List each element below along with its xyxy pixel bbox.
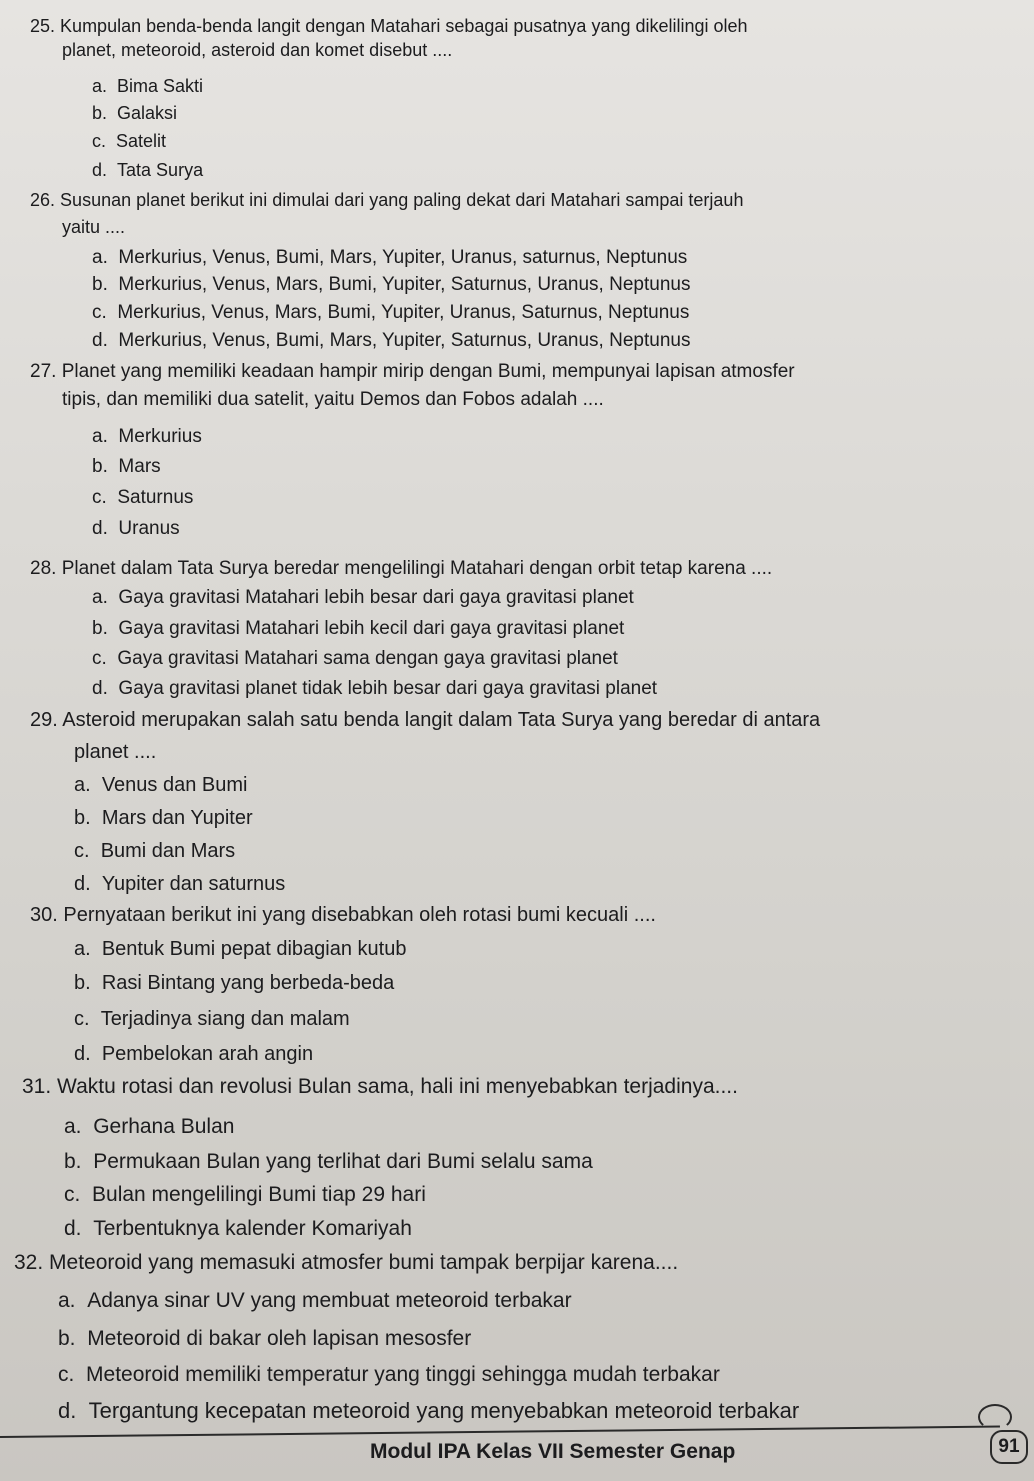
option-text: Bulan mengelilingi Bumi tiap 29 hari xyxy=(92,1183,426,1206)
option-letter: c. xyxy=(92,302,107,323)
option-letter: a. xyxy=(92,587,108,608)
option-27-c[interactable] xyxy=(92,487,193,509)
option-letter: d. xyxy=(92,330,108,351)
question-text: yaitu .... xyxy=(62,217,126,237)
option-32-d[interactable] xyxy=(58,1400,799,1422)
option-letter: c. xyxy=(92,131,107,151)
option-28-c[interactable] xyxy=(92,648,618,670)
option-31-d[interactable] xyxy=(64,1218,412,1240)
question-text: Planet dalam Tata Surya beredar mengelilingi Matahari dengan orbit tetap karena .... xyxy=(61,558,773,579)
question-text: Susunan planet berikut ini dimulai dari yang paling dekat dari Matahari sampai terjauh xyxy=(60,190,744,210)
option-letter: c. xyxy=(92,648,107,669)
option-text: Satelit xyxy=(116,131,167,151)
option-32-c[interactable] xyxy=(58,1364,720,1386)
option-text: Gaya gravitasi Matahari lebih kecil dari gaya gravitasi planet xyxy=(118,618,625,639)
question-27-line-1 xyxy=(30,361,795,383)
question-number: 28. xyxy=(30,558,57,579)
option-text: Saturnus xyxy=(117,487,194,508)
option-text: Bumi dan Mars xyxy=(100,840,236,862)
option-text: Gaya gravitasi Matahari lebih besar dari gaya gravitasi planet xyxy=(118,587,634,608)
option-text: Mars dan Yupiter xyxy=(101,807,253,829)
option-30-a[interactable] xyxy=(74,938,406,960)
option-29-b[interactable] xyxy=(74,807,253,829)
question-text: Meteoroid yang memasuki atmosfer bumi tampak berpijar karena.... xyxy=(49,1251,679,1274)
option-25-c[interactable] xyxy=(92,130,166,152)
question-text: tipis, dan memiliki dua satelit, yaitu Demos dan Fobos adalah .... xyxy=(62,389,604,410)
question-26-line-1 xyxy=(30,189,743,211)
page-number: 91 xyxy=(990,1430,1028,1464)
option-26-c[interactable] xyxy=(92,302,689,324)
option-31-a[interactable] xyxy=(64,1116,234,1138)
footer-divider xyxy=(0,1426,1000,1438)
option-text: Merkurius, Venus, Mars, Bumi, Yupiter, Saturnus, Uranus, Neptunus xyxy=(118,274,691,295)
option-text: Tata Surya xyxy=(117,160,204,180)
footer-title: Modul IPA Kelas VII Semester Genap xyxy=(370,1440,736,1463)
option-letter: c. xyxy=(74,840,90,862)
option-30-d[interactable] xyxy=(74,1043,313,1065)
question-text: Kumpulan benda-benda langit dengan Matahari sebagai pusatnya yang dikelilingi oleh xyxy=(60,16,748,36)
option-letter: c. xyxy=(58,1363,75,1386)
option-letter: a. xyxy=(74,774,91,796)
option-27-a[interactable] xyxy=(92,426,202,448)
option-text: Venus dan Bumi xyxy=(101,774,248,796)
question-text: Asteroid merupakan salah satu benda langit dalam Tata Surya yang beredar di antara xyxy=(62,709,821,731)
question-text: Waktu rotasi dan revolusi Bulan sama, hali ini menyebabkan terjadinya.... xyxy=(57,1075,738,1098)
option-letter: a. xyxy=(64,1115,82,1138)
option-letter: a. xyxy=(58,1289,76,1312)
option-letter: d. xyxy=(92,678,108,699)
option-letter: a. xyxy=(92,76,108,96)
question-25-line-2 xyxy=(62,39,452,61)
option-31-c[interactable] xyxy=(64,1184,426,1206)
question-32-line-1 xyxy=(14,1252,678,1274)
option-text: Rasi Bintang yang berbeda-beda xyxy=(101,972,395,994)
option-text: Merkurius xyxy=(118,426,202,447)
option-32-b[interactable] xyxy=(58,1328,471,1350)
option-text: Terbentuknya kalender Komariyah xyxy=(93,1217,412,1240)
question-29-line-2 xyxy=(74,741,156,763)
option-32-a[interactable] xyxy=(58,1290,572,1312)
option-text: Meteoroid di bakar oleh lapisan mesosfer xyxy=(87,1327,472,1350)
question-28-line-1 xyxy=(30,558,772,580)
option-text: Gerhana Bulan xyxy=(93,1115,235,1138)
option-letter: b. xyxy=(92,618,108,639)
option-letter: b. xyxy=(64,1150,82,1173)
question-text: planet .... xyxy=(74,741,157,763)
question-number: 27. xyxy=(30,361,57,382)
option-25-a[interactable] xyxy=(92,75,203,97)
option-letter: b. xyxy=(58,1327,76,1350)
option-29-d[interactable] xyxy=(74,873,285,895)
option-text: Uranus xyxy=(118,518,180,539)
question-text: Pernyataan berikut ini yang disebabkan oleh rotasi bumi kecuali .... xyxy=(63,904,656,926)
question-number: 25. xyxy=(30,16,56,36)
question-number: 31. xyxy=(22,1075,52,1098)
option-29-c[interactable] xyxy=(74,840,235,862)
option-30-b[interactable] xyxy=(74,972,394,994)
option-28-b[interactable] xyxy=(92,618,624,640)
question-text: Planet yang memiliki keadaan hampir mirip dengan Bumi, mempunyai lapisan atmosfer xyxy=(61,361,795,382)
page-number-decoration-icon xyxy=(978,1404,1012,1430)
option-text: Merkurius, Venus, Bumi, Mars, Yupiter, Saturnus, Uranus, Neptunus xyxy=(118,330,691,351)
question-29-line-1 xyxy=(30,709,820,731)
question-26-line-2 xyxy=(62,216,125,238)
option-text: Pembelokan arah angin xyxy=(101,1043,314,1065)
option-25-d[interactable] xyxy=(92,159,203,181)
question-31-line-1 xyxy=(22,1076,738,1098)
option-letter: a. xyxy=(92,426,108,447)
option-text: Merkurius, Venus, Bumi, Mars, Yupiter, Uranus, saturnus, Neptunus xyxy=(118,247,688,268)
question-number: 32. xyxy=(14,1251,44,1274)
option-letter: d. xyxy=(74,1043,91,1065)
option-27-b[interactable] xyxy=(92,456,161,478)
question-number: 29. xyxy=(30,709,58,731)
option-text: Yupiter dan saturnus xyxy=(101,873,286,895)
option-letter: c. xyxy=(92,487,107,508)
option-letter: d. xyxy=(64,1217,82,1240)
option-text: Gaya gravitasi planet tidak lebih besar dari gaya gravitasi planet xyxy=(118,678,658,699)
question-25-line-1 xyxy=(30,15,748,37)
option-text: Permukaan Bulan yang terlihat dari Bumi selalu sama xyxy=(93,1150,593,1173)
option-text: Adanya sinar UV yang membuat meteoroid terbakar xyxy=(87,1289,572,1312)
option-text: Gaya gravitasi Matahari sama dengan gaya gravitasi planet xyxy=(117,648,618,669)
option-letter: a. xyxy=(92,247,108,268)
option-text: Terjadinya siang dan malam xyxy=(100,1008,350,1030)
question-text: planet, meteoroid, asteroid dan komet disebut .... xyxy=(62,40,453,60)
option-25-b[interactable] xyxy=(92,102,177,124)
option-letter: b. xyxy=(74,807,91,829)
question-27-line-2 xyxy=(62,389,604,411)
option-28-d[interactable] xyxy=(92,678,657,700)
question-number: 30. xyxy=(30,904,58,926)
option-letter: b. xyxy=(74,972,91,994)
option-text: Bentuk Bumi pepat dibagian kutub xyxy=(101,938,407,960)
question-number: 26. xyxy=(30,190,56,210)
option-26-b[interactable] xyxy=(92,274,690,296)
option-31-b[interactable] xyxy=(64,1151,593,1173)
option-29-a[interactable] xyxy=(74,774,247,796)
option-letter: c. xyxy=(64,1183,81,1206)
option-30-c[interactable] xyxy=(74,1008,350,1030)
option-text: Bima Sakti xyxy=(117,76,204,96)
option-text: Meteoroid memiliki temperatur yang tinggi sehingga mudah terbakar xyxy=(86,1363,720,1386)
question-30-line-1 xyxy=(30,904,656,926)
option-text: Galaksi xyxy=(117,103,178,123)
option-letter: d. xyxy=(58,1398,77,1423)
option-letter: d. xyxy=(92,518,108,539)
option-text: Merkurius, Venus, Mars, Bumi, Yupiter, Uranus, Saturnus, Neptunus xyxy=(117,302,690,323)
option-28-a[interactable] xyxy=(92,587,634,609)
option-text: Mars xyxy=(118,456,161,477)
option-letter: c. xyxy=(74,1008,90,1030)
option-letter: a. xyxy=(74,938,91,960)
option-text: Tergantung kecepatan meteoroid yang menyebabkan meteoroid terbakar xyxy=(88,1398,800,1423)
option-letter: d. xyxy=(92,160,108,180)
option-letter: b. xyxy=(92,274,108,295)
option-letter: d. xyxy=(74,873,91,895)
option-letter: b. xyxy=(92,103,108,123)
option-26-a[interactable] xyxy=(92,247,687,269)
option-letter: b. xyxy=(92,456,108,477)
option-26-d[interactable] xyxy=(92,330,690,352)
option-27-d[interactable] xyxy=(92,518,180,540)
